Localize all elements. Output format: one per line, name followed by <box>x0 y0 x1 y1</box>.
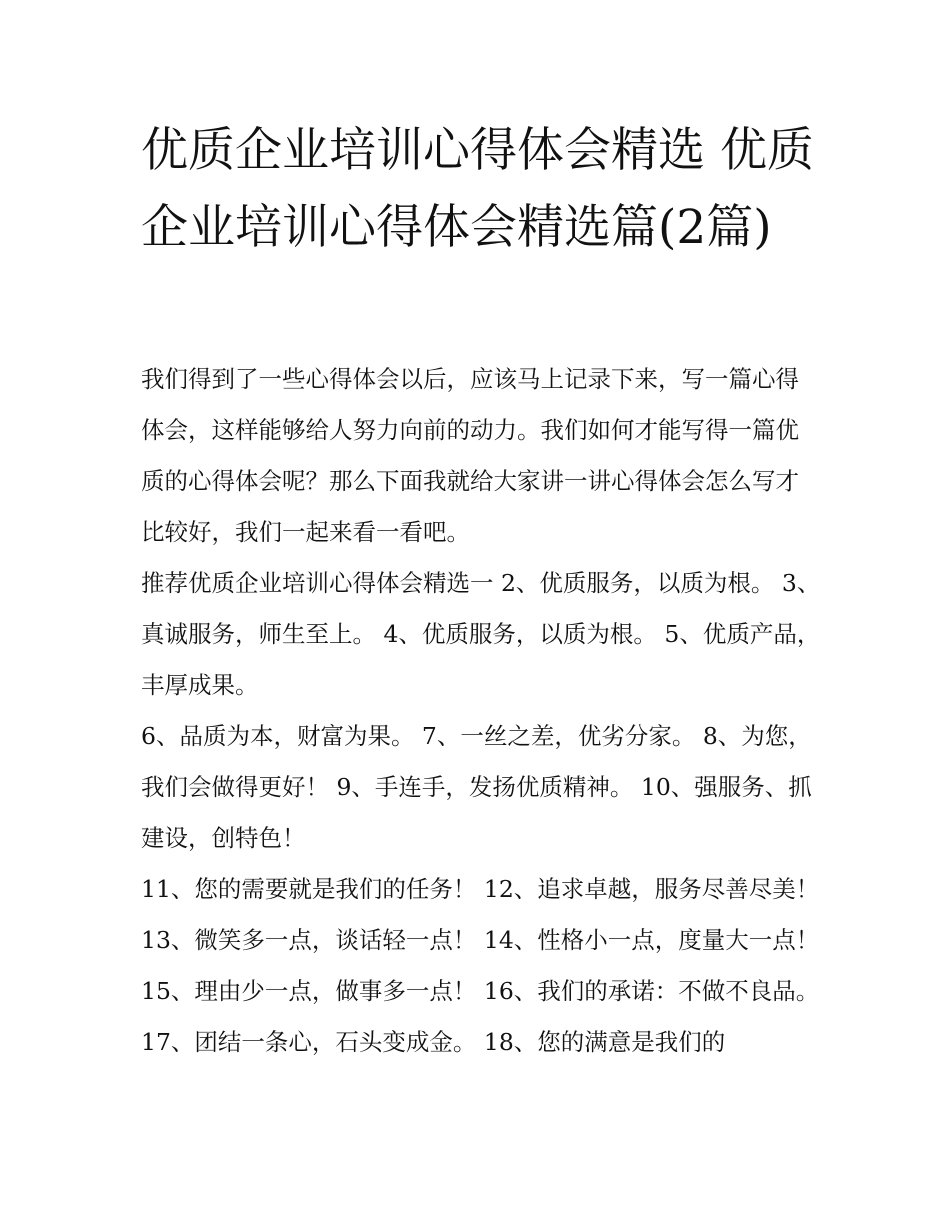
slogan-paragraph-4: 15、理由少一点，做事多一点！ 16、我们的承诺：不做不良品。 17、团结一条心，石头变成金。 18、您的满意是我们的 <box>141 977 820 1056</box>
document-title: 优质企业培训心得体会精选 优质企业培训心得体会精选篇(2篇) <box>141 123 814 255</box>
document-body <box>141 354 821 1068</box>
slogan-paragraph-2: 6、品质为本，财富为果。 7、一丝之差，优劣分家。 8、为您，我们会做得更好！ 9、手连手，发扬优质精神。 10、强服务、抓建设，创特色！ <box>141 722 812 852</box>
slogan-paragraph-1: 推荐优质企业培训心得体会精选一 2、优质服务，以质为根。 3、真诚服务，师生至上。 4、优质服务，以质为根。 5、优质产品，丰厚成果。 <box>141 569 821 699</box>
slogan-paragraph-3: 11、您的需要就是我们的任务！ 12、追求卓越，服务尽善尽美！ 13、微笑多一点，谈话轻一点！ 14、性格小一点，度量大一点！ <box>141 875 820 954</box>
intro-paragraph: 我们得到了一些心得体会以后，应该马上记录下来，写一篇心得体会，这样能够给人努力向前的动力。我们如何才能写得一篇优质的心得体会呢？那么下面我就给大家讲一讲心得体会怎么写才比较好，我们一起来看一看吧。 <box>141 365 799 546</box>
